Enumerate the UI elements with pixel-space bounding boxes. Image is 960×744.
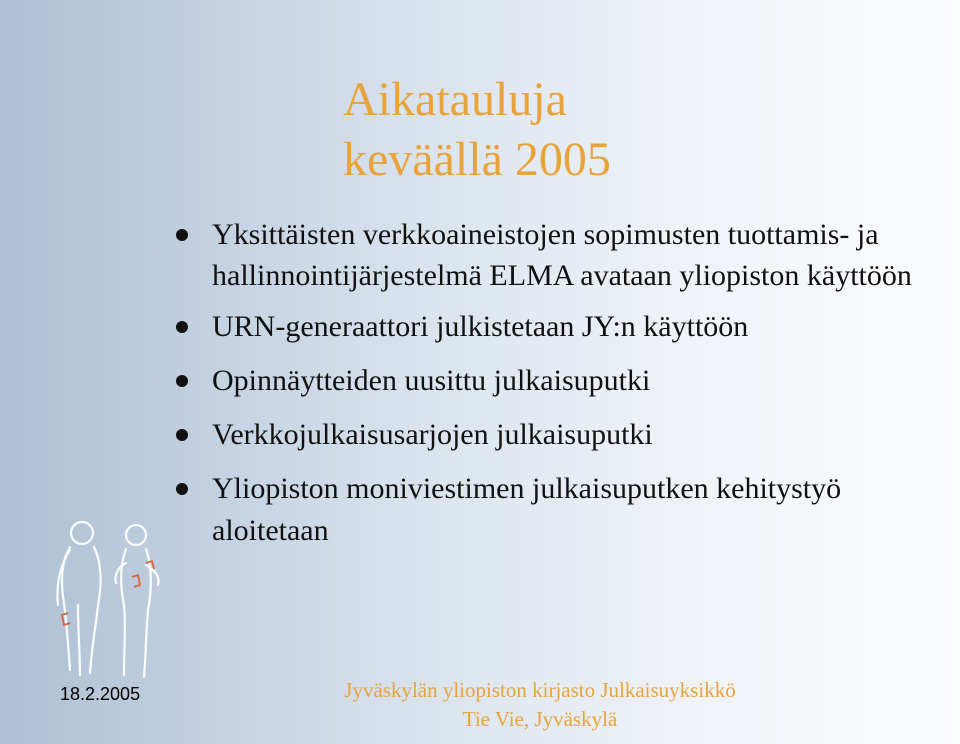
slide-title xyxy=(343,70,943,190)
bullet-item xyxy=(176,414,936,456)
bullet-item xyxy=(176,306,936,348)
bullet-dot-icon xyxy=(176,321,188,333)
bullet-dot-icon xyxy=(176,429,188,441)
footer-date: 18.2.2005 xyxy=(60,684,141,704)
footer-organization xyxy=(280,676,800,734)
footer-org-line-2: Tie Vie, Jyväskylä xyxy=(462,707,618,731)
footer-org-line-1: Jyväskylän yliopiston kirjasto Julkaisuyksikkö xyxy=(344,678,736,702)
bullet-text: Yksittäisten verkkoaineistojen sopimusten tuottamis- ja hallinnointijärjestelmä ELMA avataan yliopiston käyttöön xyxy=(212,218,912,292)
bullet-item xyxy=(176,468,936,552)
bullet-dot-icon xyxy=(176,375,188,387)
bullet-item xyxy=(176,214,936,296)
bullet-list xyxy=(176,214,936,564)
bullet-text: Verkkojulkaisusarjojen julkaisuputki xyxy=(212,418,653,451)
bullet-text: URN-generaattori julkistetaan JY:n käyttöön xyxy=(212,310,749,343)
bullet-item xyxy=(176,360,936,402)
title-line-1: Aikatauluja xyxy=(343,73,567,126)
bullet-text: Yliopiston moniviestimen julkaisuputken kehitystyö aloitetaan xyxy=(212,472,842,547)
bullet-text: Opinnäytteiden uusittu julkaisuputki xyxy=(212,364,651,397)
title-line-2: keväällä 2005 xyxy=(343,133,611,186)
people-figure-icon xyxy=(40,505,180,685)
bullet-dot-icon xyxy=(176,229,188,241)
bullet-dot-icon xyxy=(176,483,188,495)
